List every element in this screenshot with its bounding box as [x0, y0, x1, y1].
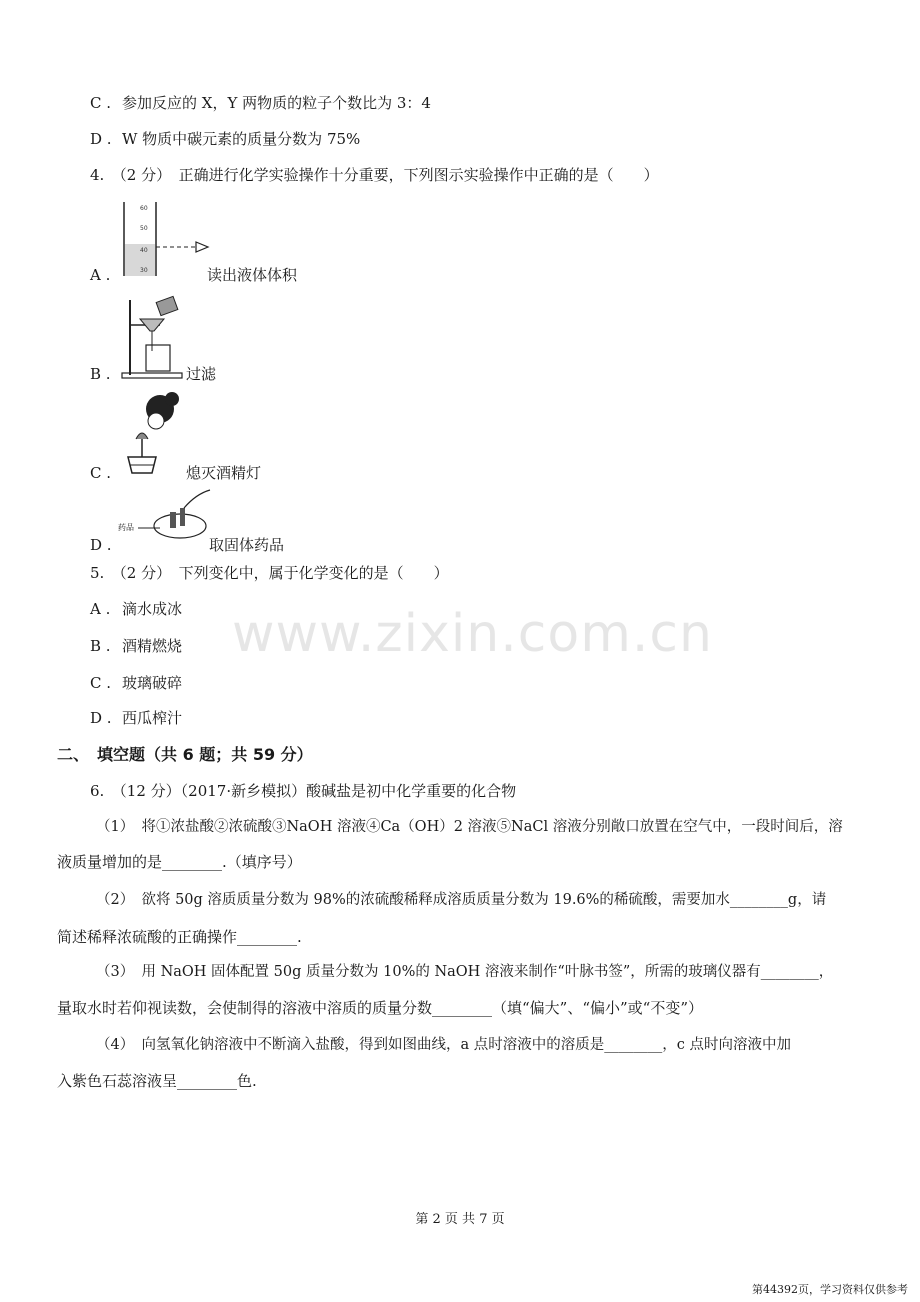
solid-reagent-figure	[118, 488, 218, 543]
tick-label: 50	[140, 225, 148, 232]
tick-label: 30	[140, 267, 148, 274]
option-letter: C .	[90, 674, 112, 692]
option-text: 滴水成冰	[122, 600, 183, 618]
option-text: 过滤	[186, 365, 217, 383]
option-letter: B .	[90, 637, 111, 655]
option-letter: D .	[90, 536, 112, 554]
option-text: 熄灭酒精灯	[186, 464, 262, 482]
option-letter: C .	[90, 94, 112, 112]
q6-part3-line2: 量取水时若仰视读数，会使制得的溶液中溶质的质量分数________（填“偏大”、“偏小”或“不变”）	[57, 999, 704, 1017]
corner-note: 第44392页，学习资料仅供参考	[752, 1283, 908, 1296]
option-letter: D .	[90, 130, 112, 148]
reagent-label: 药品	[118, 523, 134, 532]
option-letter: B .	[90, 365, 111, 383]
watermark: www.zixin.com.cn	[232, 604, 713, 664]
filtration-figure	[118, 295, 188, 380]
page-number: 第 2 页 共 7 页	[415, 1212, 505, 1227]
option-text: 取固体药品	[209, 536, 285, 554]
q6-part4-line1: （4） 向氢氧化钠溶液中不断滴入盐酸，得到如图曲线，a 点时溶液中的溶质是________，c 点时向溶液中加	[96, 1037, 791, 1053]
graduated-cylinder-figure	[118, 200, 213, 280]
section-heading: 二、 填空题（共 6 题；共 59 分）	[57, 745, 313, 764]
option-letter: C .	[90, 464, 112, 482]
q4-option-c	[90, 463, 262, 483]
option-text: W 物质中碳元素的质量分数为 75%	[122, 130, 361, 148]
option-text: 玻璃破碎	[122, 674, 183, 692]
q6-part2-line1: （2） 欲将 50g 溶质质量分数为 98%的浓硫酸稀释成溶质质量分数为 19.6%的稀硫酸，需要加水________g，请	[96, 892, 827, 908]
q6-part3-line1: （3） 用 NaOH 固体配置 50g 质量分数为 10%的 NaOH 溶液来制作“叶脉书签”，所需的玻璃仪器有________，	[96, 964, 834, 980]
option-letter: D .	[90, 709, 112, 727]
q4-stem: 4. （2 分） 正确进行化学实验操作十分重要，下列图示实验操作中正确的是（ ）	[90, 166, 659, 184]
alcohol-lamp-figure	[118, 387, 188, 482]
option-text: 读出液体体积	[207, 266, 298, 284]
eye-icon	[196, 242, 208, 252]
q4-option-d	[90, 535, 285, 555]
q6-part4-line2: 入紫色石蕊溶液呈________色.	[57, 1072, 257, 1090]
q5-option-c	[90, 673, 182, 693]
q5-option-b	[90, 636, 182, 656]
option-text: 参加反应的 X，Y 两物质的粒子个数比为 3：4	[122, 94, 431, 112]
tick-label: 40	[140, 247, 148, 254]
q5-option-d	[90, 708, 182, 728]
tick-label: 60	[140, 205, 148, 212]
option-text: 西瓜榨汁	[122, 709, 183, 727]
q5-option-a	[90, 599, 182, 619]
option-letter: A .	[90, 266, 111, 284]
q6-part1-line2: 液质量增加的是________.（填序号）	[57, 853, 302, 871]
q3-option-d	[90, 129, 360, 149]
q5-stem: 5. （2 分） 下列变化中，属于化学变化的是（ ）	[90, 564, 449, 582]
q6-part1-line1: （1） 将①浓盐酸②浓硫酸③NaOH 溶液④Ca（OH）2 溶液⑤NaCl 溶液分别敞口放置在空气中，一段时间后，溶	[96, 819, 843, 835]
option-text: 酒精燃烧	[122, 637, 183, 655]
option-letter: A .	[90, 600, 111, 618]
q4-option-b	[90, 364, 217, 384]
q6-stem: 6. （12 分）（2017·新乡模拟）酸碱盐是初中化学重要的化合物	[90, 782, 517, 800]
q3-option-c	[90, 93, 431, 113]
q6-part2-line2: 简述稀释浓硫酸的正确操作________.	[57, 928, 302, 946]
